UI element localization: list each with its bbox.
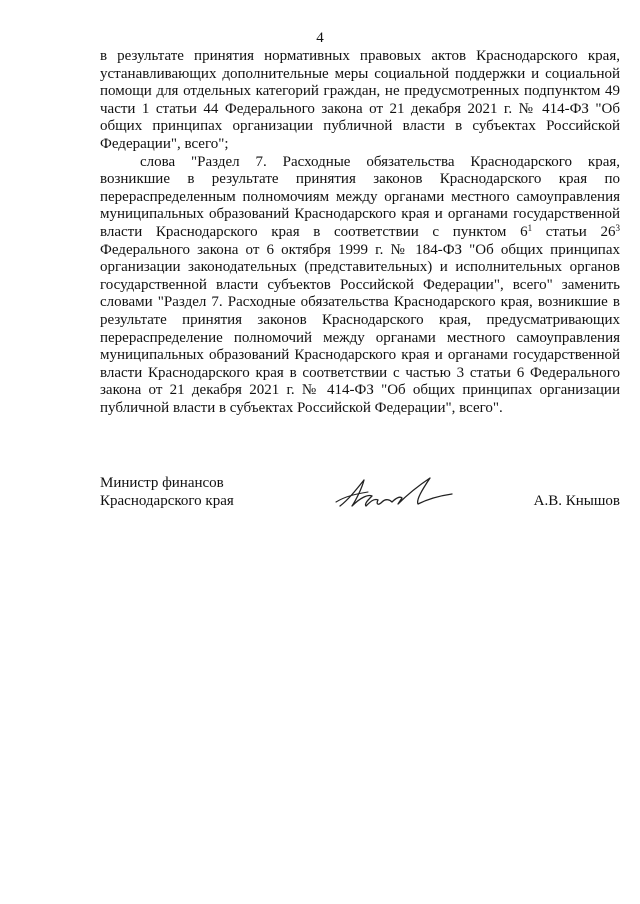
paragraph-2-part-a: слова "Раздел 7. Расходные обязательства Краснодарского края, возникшие в результате принятия законов Краснодарского края по перераспределенным полномочиям между органами местного самоуправления муниципальных образований Краснодарского края и органами государственной власти Краснодарского края в соответствии с пунктом 6 (100, 153, 620, 240)
signer-title-line-1: Министр финансов (100, 475, 224, 491)
paragraph-2-part-c: Федерального закона от 6 октября 1999 г. № 184-ФЗ "Об общих принципах организации законодательных (представительных) и исполнительных органов государственной власти субъектов Российской Федерации", всего" заменить словами "Раздел 7. Расходные обязательства Краснодарского края, возникшие в результате принятия законов Краснодарского края, предусматривающих перераспределение полномочий между органами местного самоуправления муниципальных образований Краснодарского края и органами государственной власти Краснодарского края в соответствии с частью 3 статьи 6 Федерального закона от 21 декабря 2021 г. № 414-ФЗ "Об общих принципах организации публичной власти в субъектах Российской Федерации", всего". (100, 241, 620, 416)
signature-block (100, 474, 620, 534)
document-body (100, 48, 620, 417)
signer-title (100, 474, 234, 510)
signer-name: А.В. Кнышов (533, 493, 620, 509)
paragraph-2-part-b: статьи 26 (532, 223, 616, 240)
signer-title-line-2: Краснодарского края (100, 493, 234, 509)
paragraph-1: в результате принятия нормативных правовых актов Краснодарского края, устанавливающих дополнительные меры социальной поддержки и социальной помощи для отдельных категорий граждан, не предусмотренных подпунктом 49 части 1 статьи 44 Федерального закона от 21 декабря 2021 г. № 414-ФЗ "Об общих принципах организации публичной власти в субъектах Российской Федерации", всего"; (100, 48, 620, 152)
handwritten-signature (334, 472, 464, 512)
page-number: 4 (316, 30, 324, 46)
paragraph-2 (100, 154, 620, 418)
superscript-1: 1 (527, 222, 533, 233)
superscript-2: 3 (615, 222, 620, 233)
